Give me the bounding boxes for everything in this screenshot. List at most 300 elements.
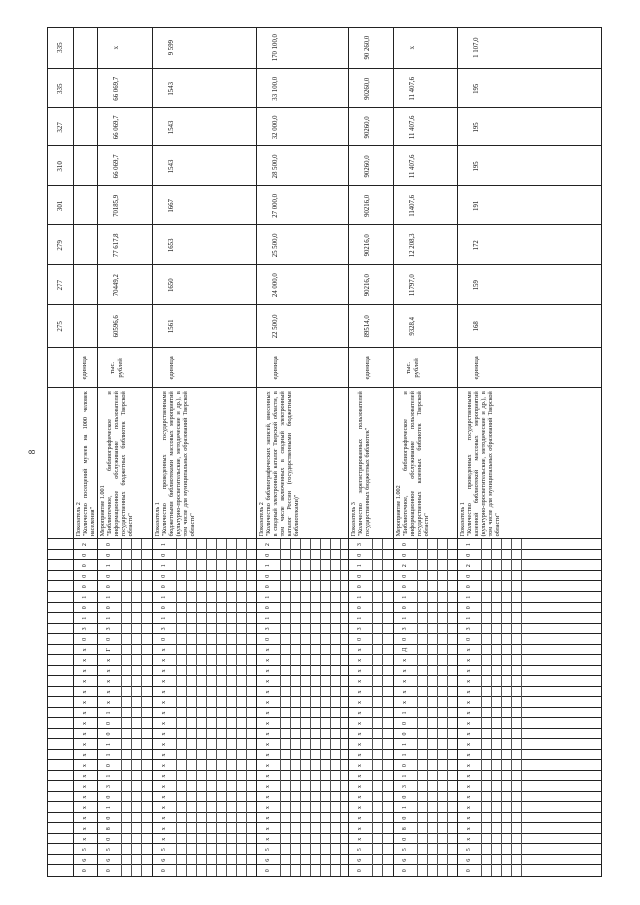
code-cell: x	[106, 658, 112, 662]
code-grid-line	[141, 539, 142, 876]
row-value: 170 100,0	[272, 34, 280, 62]
code-cell: 1	[82, 595, 88, 599]
code-grid-line	[481, 539, 482, 876]
code-cell: x	[357, 774, 363, 778]
code-cell: 1	[402, 616, 408, 620]
code-cell: x	[265, 743, 271, 747]
code-cell: x	[82, 669, 88, 673]
code-cell: x	[265, 837, 271, 841]
code-cell: 0	[106, 732, 112, 736]
code-cell: 0	[82, 606, 88, 610]
code-cell: 1	[106, 616, 112, 620]
code-grid-line	[131, 539, 132, 876]
code-cell: x	[161, 837, 167, 841]
code-cell: 1	[106, 564, 112, 568]
row-value: 90260,0	[364, 77, 372, 100]
code-cell: x	[265, 679, 271, 683]
code-cell: x	[466, 816, 472, 820]
code-grid-line	[382, 539, 383, 876]
code-cell: 6	[357, 858, 363, 862]
row-value: 66 069,7	[113, 154, 121, 179]
code-cell: 0	[106, 543, 112, 547]
code-cell: 3	[357, 627, 363, 631]
code-cell: 3	[265, 627, 271, 631]
code-cell: 3	[402, 627, 408, 631]
code-cell: x	[357, 816, 363, 820]
code-cell: 2	[265, 543, 271, 547]
code-cell: x	[82, 816, 88, 820]
code-cell: x	[161, 753, 167, 757]
code-cell: 5	[357, 848, 363, 852]
code-cell: 0	[402, 722, 408, 725]
code-cell: 0	[402, 816, 408, 820]
code-cell: x	[161, 690, 167, 694]
code-cell: x	[466, 690, 472, 694]
code-cell: 5	[161, 848, 167, 852]
code-cell: x	[466, 722, 472, 725]
row-value: 89514,0	[364, 315, 372, 338]
code-cell: x	[106, 690, 112, 694]
code-cell: x	[265, 690, 271, 694]
code-cell: 0	[161, 606, 167, 610]
code-cell: 0	[357, 606, 363, 610]
code-grid-line	[372, 539, 373, 876]
code-grid-line	[121, 539, 122, 876]
row-unit: единица	[272, 356, 280, 380]
code-cell: 0	[82, 869, 88, 873]
code-cell: 0	[106, 795, 112, 799]
code-cell: x	[82, 795, 88, 799]
header-year: 301	[56, 200, 65, 212]
code-cell: x	[402, 700, 408, 704]
row-value	[73, 69, 97, 108]
code-cell: 1	[106, 595, 112, 599]
code-grid-line	[310, 539, 311, 876]
code-grid-line	[437, 539, 438, 876]
row-label: Показатель 2 "Количество библиографических записей, внесенных в сводный электронный каталог Тверской области, в том числе включенных в сводный электронный каталог России (государственными бюджетными библиотеками)"	[258, 391, 300, 537]
row-value: 9 599	[168, 40, 176, 56]
code-cell: 5	[106, 848, 112, 852]
header-year: 335	[56, 83, 65, 95]
code-cell: x	[265, 774, 271, 778]
code-cell: x	[466, 732, 472, 736]
code-grid-line	[511, 539, 512, 876]
row-value: 24 000,0	[272, 273, 280, 298]
code-cell: x	[357, 700, 363, 704]
code-cell: 0	[106, 637, 112, 641]
code-cell: 0	[161, 869, 167, 873]
code-cell: x	[161, 816, 167, 820]
row-value: 66 069,7	[113, 115, 121, 140]
rotated-page	[47, 27, 602, 877]
code-cell: 1	[106, 743, 112, 747]
code-cell: x	[82, 648, 88, 652]
code-cell: x	[82, 722, 88, 725]
code-cell: x	[161, 669, 167, 673]
code-cell: x	[265, 753, 271, 757]
row-value: 25 500,0	[272, 233, 280, 258]
code-cell: x	[82, 753, 88, 757]
code-cell: 0	[106, 585, 112, 589]
code-cell: 0	[161, 585, 167, 589]
code-cell: 3	[402, 785, 408, 789]
code-cell: x	[357, 743, 363, 747]
code-cell: Д	[402, 647, 408, 652]
code-cell: x	[466, 743, 472, 747]
row-value: 90216,0	[364, 274, 372, 297]
code-cell: x	[357, 785, 363, 789]
code-cell: 1	[357, 616, 363, 620]
code-cell: 2	[466, 564, 472, 568]
row-value: 32 000,0	[272, 115, 280, 140]
code-cell: x	[466, 711, 472, 715]
row-value	[73, 146, 97, 186]
code-cell: x	[161, 711, 167, 715]
row-value: 195	[473, 122, 481, 133]
code-cell: 1	[402, 806, 408, 810]
code-cell: 0	[357, 585, 363, 589]
code-cell: x	[106, 679, 112, 683]
code-grid-line	[216, 539, 217, 876]
code-cell: 1	[402, 774, 408, 778]
code-cell: x	[357, 722, 363, 725]
header-year: 277	[56, 279, 65, 291]
code-cell: 1	[466, 543, 472, 547]
row-value: 11407,6	[409, 194, 417, 217]
row-label: Показатель 1 "Количество проведенных государственными казенной библиотекой массовых мероприятий (культурно-просветительские, методические и др.), в том числе для муниципальных образований Тверской области"	[459, 391, 501, 537]
row-value: 195	[473, 161, 481, 172]
code-cell: x	[466, 679, 472, 683]
code-cell: 2	[402, 564, 408, 568]
code-cell: x	[466, 648, 472, 652]
code-cell: x	[161, 764, 167, 768]
code-cell: 6	[265, 858, 271, 862]
code-cell: 6	[82, 858, 88, 862]
code-cell: x	[357, 658, 363, 662]
header-year: 327	[56, 122, 65, 133]
row-value: 11 407,6	[409, 154, 417, 179]
code-cell: x	[161, 658, 167, 662]
code-cell: 0	[466, 574, 472, 578]
code-cell: x	[466, 827, 472, 831]
code-cell: 3	[106, 785, 112, 789]
code-cell: 3	[82, 627, 88, 631]
row-value: 1543	[168, 120, 176, 135]
header-year: 275	[56, 321, 65, 332]
code-grid-line	[246, 539, 247, 876]
code-cell: x	[357, 669, 363, 673]
row-value: 90 260,0	[364, 35, 372, 60]
code-cell: 0	[466, 585, 472, 589]
code-grid-line	[417, 539, 418, 876]
code-cell: 3	[357, 543, 363, 547]
row-label: Показатель 3 "Количество зарегистрированных пользователей государственных бюджетных библиотек"	[350, 391, 371, 537]
code-cell: x	[265, 816, 271, 820]
code-cell: 0	[402, 543, 408, 547]
row-value: 191	[473, 200, 481, 211]
code-cell: x	[357, 711, 363, 715]
code-cell: x	[357, 837, 363, 841]
row-value: 90216,0	[364, 234, 372, 257]
code-cell: x	[161, 806, 167, 810]
row-value: 70185,9	[113, 194, 121, 217]
code-cell: 0	[402, 553, 408, 557]
code-cell: x	[82, 711, 88, 715]
code-cell: 1	[161, 564, 167, 568]
code-cell: 1	[402, 753, 408, 757]
code-cell: 0	[82, 564, 88, 568]
code-cell: 1	[106, 774, 112, 778]
row-label: Показатель 2 "Количество посещений музеев на 1000 человек населения"	[75, 391, 96, 537]
code-cell: 0	[357, 869, 363, 873]
code-cell: x	[161, 785, 167, 789]
code-cell: x	[402, 679, 408, 683]
row-value: 11 407,6	[409, 77, 417, 101]
code-cell: x	[82, 690, 88, 694]
code-cell: 5	[265, 848, 271, 852]
code-cell: x	[265, 785, 271, 789]
code-cell: x	[265, 764, 271, 768]
code-cell: 1	[265, 595, 271, 599]
row-value: 159	[473, 280, 481, 291]
code-cell: x	[357, 690, 363, 694]
code-cell: 0	[402, 637, 408, 641]
row-value: 1667	[168, 199, 176, 213]
header-year: 310	[56, 161, 65, 172]
code-cell: 0	[357, 637, 363, 641]
code-cell: 6	[161, 858, 167, 862]
row-label: Мероприятие 1.002 "Библиотечное, библиографическое и информационное обслуживание пользователей государственных казенных библиотек Тверской области"	[395, 391, 430, 537]
code-grid-line	[340, 539, 341, 876]
code-cell: 0	[265, 606, 271, 610]
code-cell: x	[161, 722, 167, 725]
code-cell: x	[161, 795, 167, 799]
code-cell: x	[265, 658, 271, 662]
code-cell: x	[106, 669, 112, 673]
code-cell: x	[357, 753, 363, 757]
code-cell: 1	[106, 806, 112, 810]
code-cell: 0	[265, 637, 271, 641]
code-cell: x	[82, 732, 88, 736]
code-cell: 0	[265, 869, 271, 873]
code-grid-line	[226, 539, 227, 876]
code-cell: 8	[402, 827, 408, 831]
code-cell: x	[82, 785, 88, 789]
row-value: 70449,2	[113, 274, 121, 297]
row-value: 22 500,0	[272, 314, 280, 339]
code-cell: 1	[161, 616, 167, 620]
code-grid-line	[330, 539, 331, 876]
code-cell: x	[161, 743, 167, 747]
row-label: Мероприятие 1.001 "Библиотечное, библиографическое и информационное обслуживание пользователей государственных бюджетных библиотек Тверской области"	[99, 391, 134, 537]
code-cell: 0	[466, 606, 472, 610]
code-grid-line	[236, 539, 237, 876]
code-cell: x	[82, 764, 88, 768]
code-cell: x	[265, 827, 271, 831]
code-cell: 0	[106, 764, 112, 768]
row-value: 90260,0	[364, 116, 372, 139]
code-cell: 0	[82, 553, 88, 557]
code-grid-line	[280, 539, 281, 876]
row-value: 1650	[168, 278, 176, 292]
code-cell: x	[82, 827, 88, 831]
row-value	[73, 26, 97, 69]
code-cell: 0	[402, 869, 408, 873]
code-cell: x	[82, 743, 88, 747]
code-cell: x	[402, 669, 408, 673]
code-cell: x	[265, 806, 271, 810]
code-cell: x	[357, 806, 363, 810]
code-cell: x	[402, 658, 408, 662]
row-value: 90216,0	[364, 194, 372, 217]
code-grid-line	[501, 539, 502, 876]
row-value	[73, 305, 97, 347]
code-cell: x	[161, 648, 167, 652]
code-cell: 1	[357, 564, 363, 568]
row-unit: единица	[81, 356, 89, 380]
code-cell: 0	[402, 574, 408, 578]
code-grid-line	[186, 539, 187, 876]
row-value: 1653	[168, 238, 176, 253]
code-grid-line	[176, 539, 177, 876]
code-cell: x	[161, 700, 167, 704]
code-grid-line	[320, 539, 321, 876]
code-cell: x	[265, 648, 271, 652]
code-cell: 1	[161, 595, 167, 599]
row-unit: тыс. рублей	[109, 358, 124, 378]
code-cell: 0	[402, 585, 408, 589]
code-cell: 0	[82, 637, 88, 641]
code-cell: 0	[402, 732, 408, 736]
code-cell: x	[82, 774, 88, 778]
code-cell: x	[106, 700, 112, 704]
code-cell: x	[265, 722, 271, 725]
row-value: 1543	[168, 82, 176, 96]
code-cell: 0	[357, 553, 363, 557]
code-cell: 3	[466, 627, 472, 631]
code-grid-line	[300, 539, 301, 876]
row-value: 11 407,6	[409, 115, 417, 140]
code-cell: x	[82, 700, 88, 704]
row-value: 27 000,0	[272, 193, 280, 218]
code-cell: 2	[82, 543, 88, 547]
code-cell: x	[466, 774, 472, 778]
code-cell: 6	[106, 858, 112, 862]
code-cell: 0	[161, 637, 167, 641]
code-cell: 3	[106, 627, 112, 631]
code-grid-line	[491, 539, 492, 876]
code-cell: x	[357, 827, 363, 831]
code-grid-line	[521, 539, 522, 876]
code-cell: x	[265, 732, 271, 736]
code-cell: 1	[161, 543, 167, 547]
row-value: 172	[473, 240, 481, 251]
code-cell: 0	[265, 574, 271, 578]
row-value: 195	[473, 83, 481, 94]
code-cell: x	[357, 679, 363, 683]
code-cell: 0	[106, 722, 112, 725]
header-year: 335	[56, 42, 65, 53]
row-value: 90260,0	[364, 155, 372, 178]
code-cell: 1	[402, 711, 408, 715]
code-cell: 8	[106, 827, 112, 831]
code-cell: 0	[106, 606, 112, 610]
budget-table	[47, 27, 602, 877]
code-cell: 0	[265, 585, 271, 589]
code-cell: 0	[466, 869, 472, 873]
code-cell: 0	[466, 637, 472, 641]
code-cell: 3	[161, 627, 167, 631]
code-cell: x	[402, 690, 408, 694]
code-cell: 0	[466, 553, 472, 557]
header-year: 279	[56, 240, 65, 251]
code-cell: x	[357, 732, 363, 736]
row-value: 77 617,8	[113, 233, 121, 258]
code-cell: 1	[357, 595, 363, 599]
code-cell: x	[161, 732, 167, 736]
code-cell: 0	[82, 574, 88, 578]
code-cell: x	[357, 795, 363, 799]
row-value: 60596,6	[113, 315, 121, 338]
code-cell: 6	[466, 858, 472, 862]
code-cell: 1	[82, 616, 88, 620]
row-value	[73, 108, 97, 146]
code-cell: x	[357, 648, 363, 652]
code-grid-line	[206, 539, 207, 876]
row-value: 9328,4	[409, 316, 417, 336]
code-cell: x	[466, 795, 472, 799]
code-cell: x	[466, 669, 472, 673]
code-cell: 5	[82, 848, 88, 852]
row-value: 168	[473, 321, 481, 332]
code-cell: x	[466, 764, 472, 768]
code-cell: 5	[466, 848, 472, 852]
code-cell: 1	[106, 753, 112, 757]
row-value: 1543	[168, 159, 176, 174]
code-cell: 0	[106, 816, 112, 820]
code-cell: 1	[265, 616, 271, 620]
code-cell: x	[161, 774, 167, 778]
code-cell: 1	[402, 595, 408, 599]
row-value: 28 500,0	[272, 154, 280, 179]
code-cell: x	[265, 669, 271, 673]
code-cell: x	[161, 827, 167, 831]
row-value: 33 100,0	[272, 76, 280, 101]
code-cell: 0	[402, 837, 408, 841]
code-cell: 0	[402, 795, 408, 799]
code-cell: x	[466, 837, 472, 841]
row-unit: единица	[364, 356, 372, 380]
code-cell: Г	[106, 648, 112, 652]
page-number: 8	[27, 449, 37, 455]
code-cell: x	[466, 806, 472, 810]
code-cell: 1	[466, 595, 472, 599]
code-cell: 5	[402, 848, 408, 852]
row-value: 12 208,3	[409, 233, 417, 258]
row-unit: единица	[168, 356, 176, 380]
code-cell: x	[466, 785, 472, 789]
row-value: 66 069,7	[113, 76, 121, 101]
code-grid-line	[196, 539, 197, 876]
code-cell: x	[82, 679, 88, 683]
code-cell: x	[466, 658, 472, 662]
code-cell: 0	[82, 585, 88, 589]
row-value	[73, 186, 97, 225]
row-value: 1561	[168, 319, 176, 334]
code-cell: 6	[402, 858, 408, 862]
code-cell: x	[82, 837, 88, 841]
row-unit: единица	[473, 356, 481, 380]
